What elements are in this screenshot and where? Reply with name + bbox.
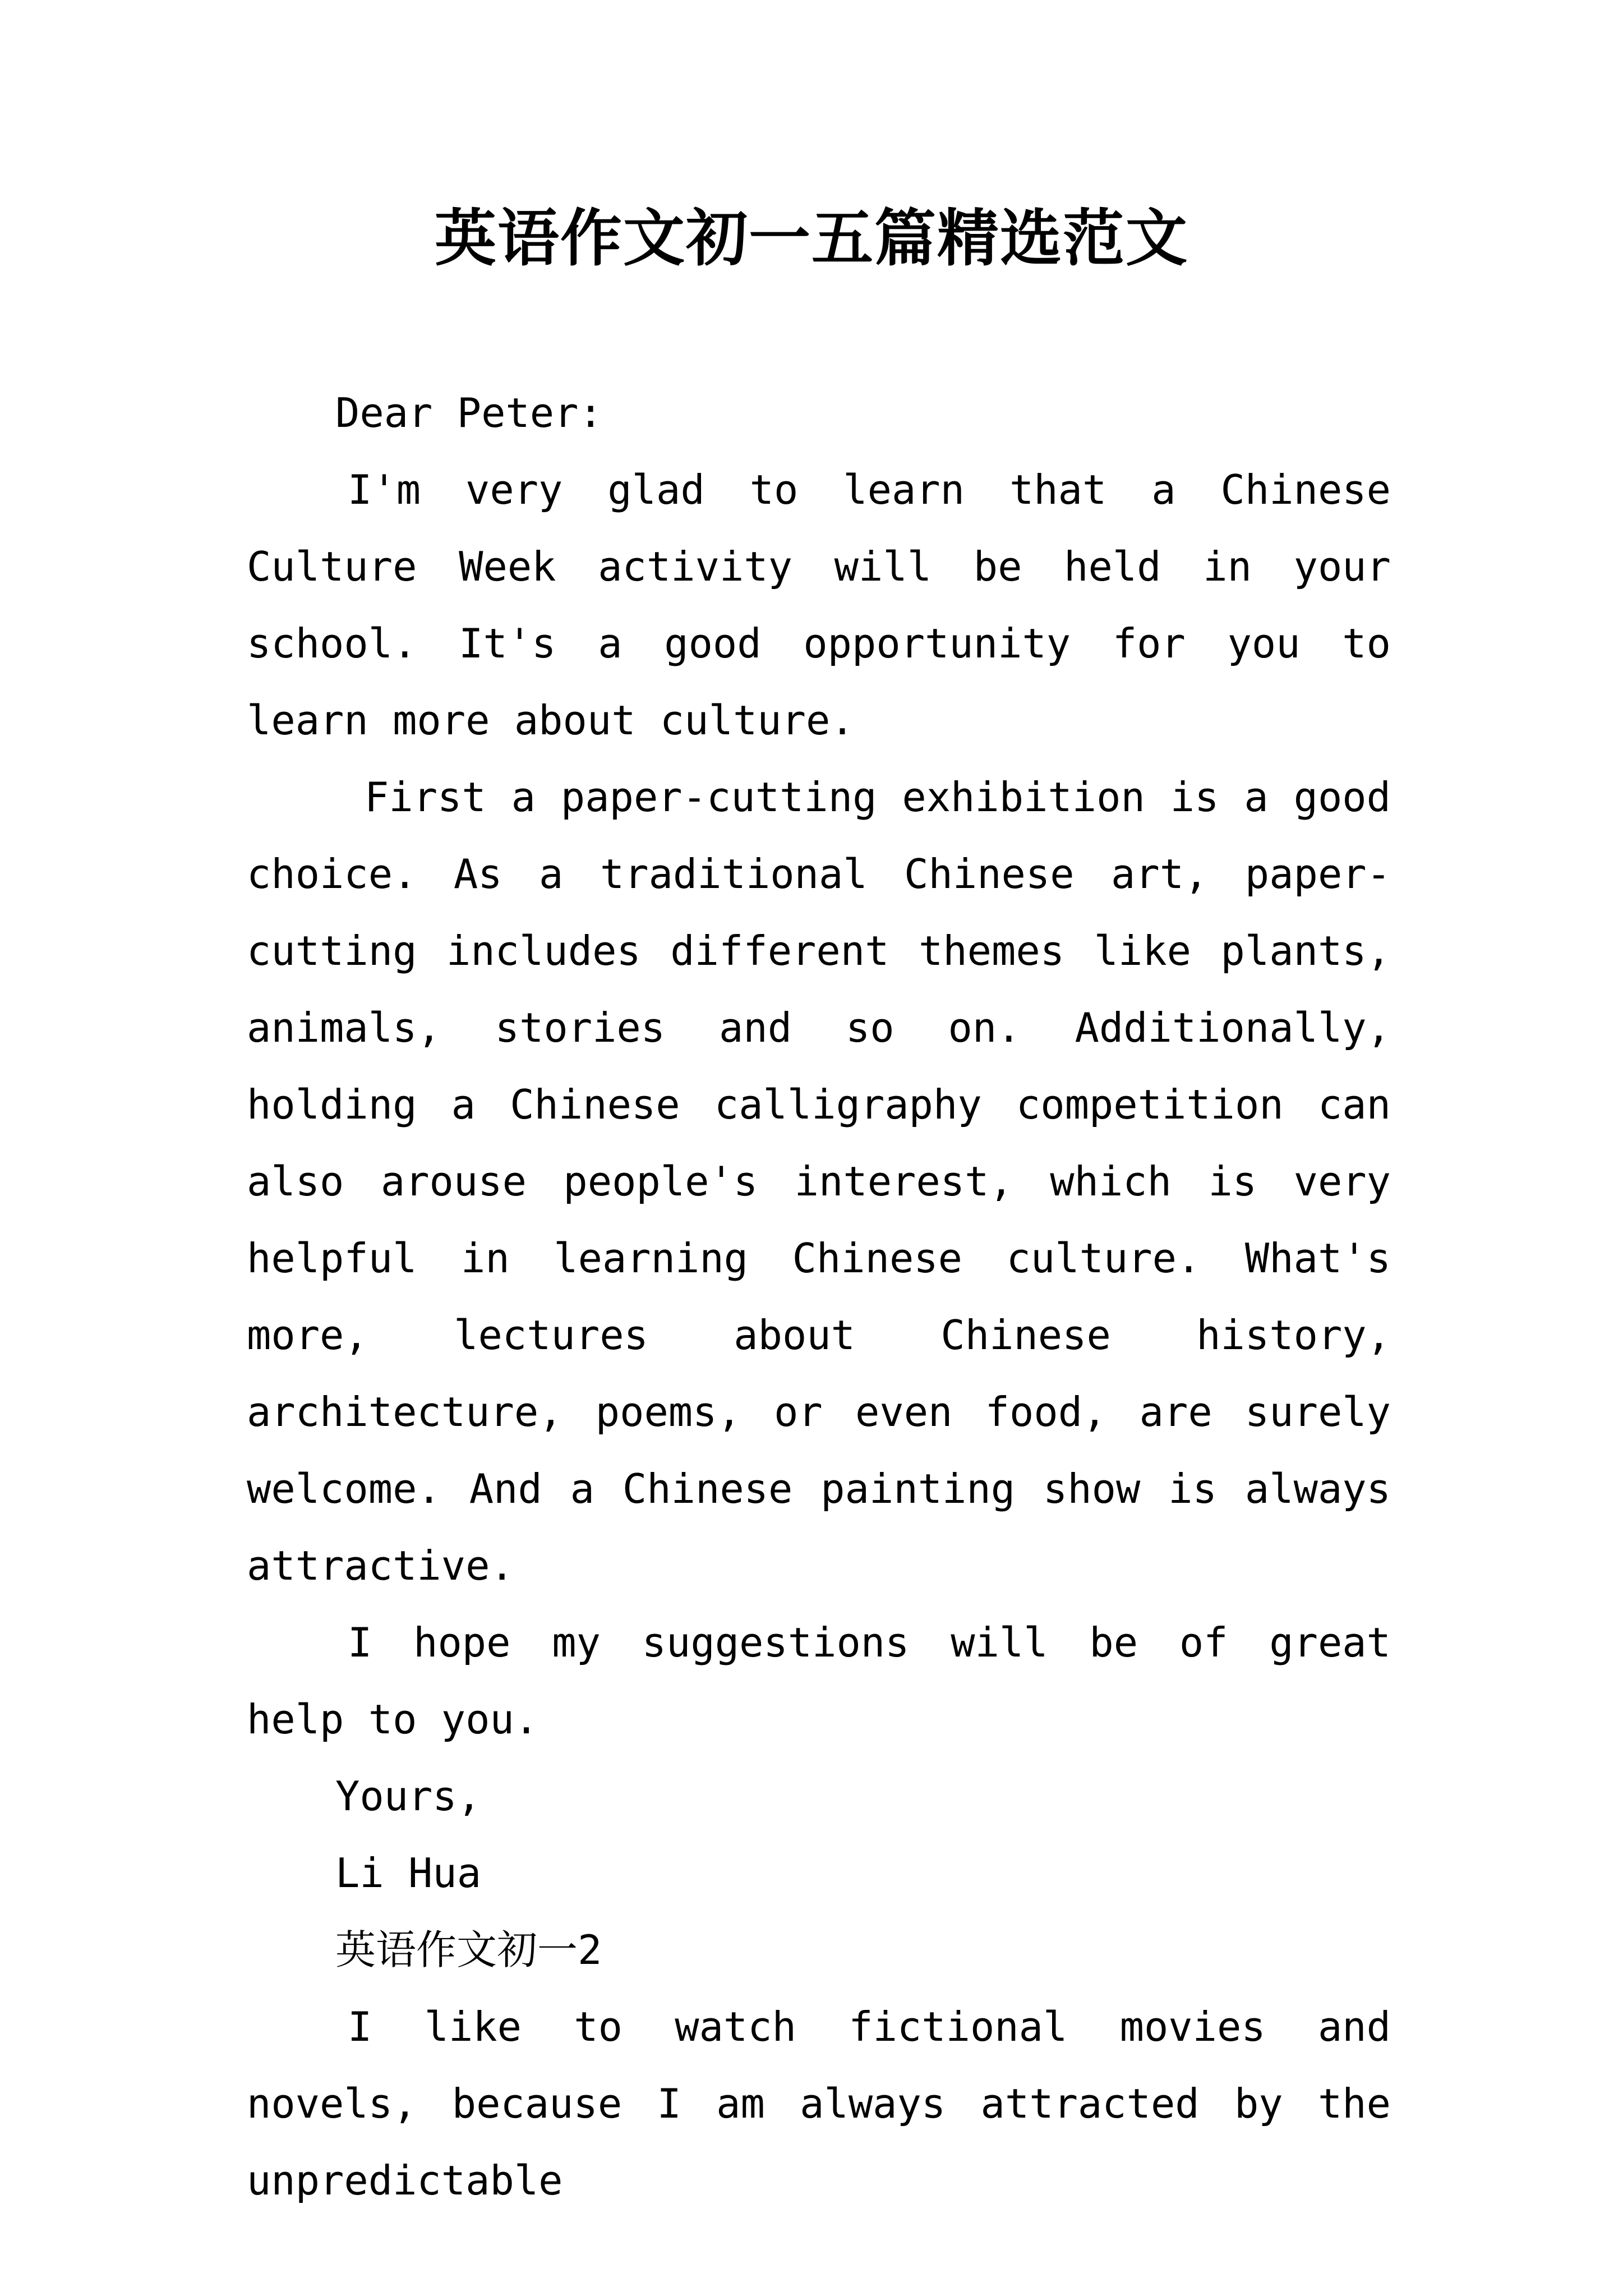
closing: Yours,	[335, 1773, 482, 1820]
paragraph: I like to watch fictional movies and novels, because I am always attracted by the unpredictable	[247, 2003, 1391, 2204]
page-title: 英语作文初一五篇精选范文	[435, 202, 1188, 274]
document-body	[247, 375, 1391, 2219]
section-heading: 英语作文初一2	[335, 1926, 602, 1973]
paragraph: First a paper-cutting exhibition is a good choice. As a traditional Chinese art, paper-cutting includes different themes like plants, animals, stories and so on. Additionally, holding a Chinese calligraphy competition can also arouse people's interest, which is very helpful in learning Chinese culture. What's more, lectures about Chinese history, architecture, poems, or even food, are surely welcome. And a Chinese painting show is always attractive.	[247, 774, 1391, 1589]
paragraph: I'm very glad to learn that a Chinese Culture Week activity will be held in your school. It's a good opportunity for you to learn more about culture.	[247, 466, 1391, 744]
signature: Li Hua	[335, 1849, 482, 1897]
salutation: Dear Peter:	[335, 389, 603, 436]
paragraph: I hope my suggestions will be of great help to you.	[247, 1619, 1391, 1743]
